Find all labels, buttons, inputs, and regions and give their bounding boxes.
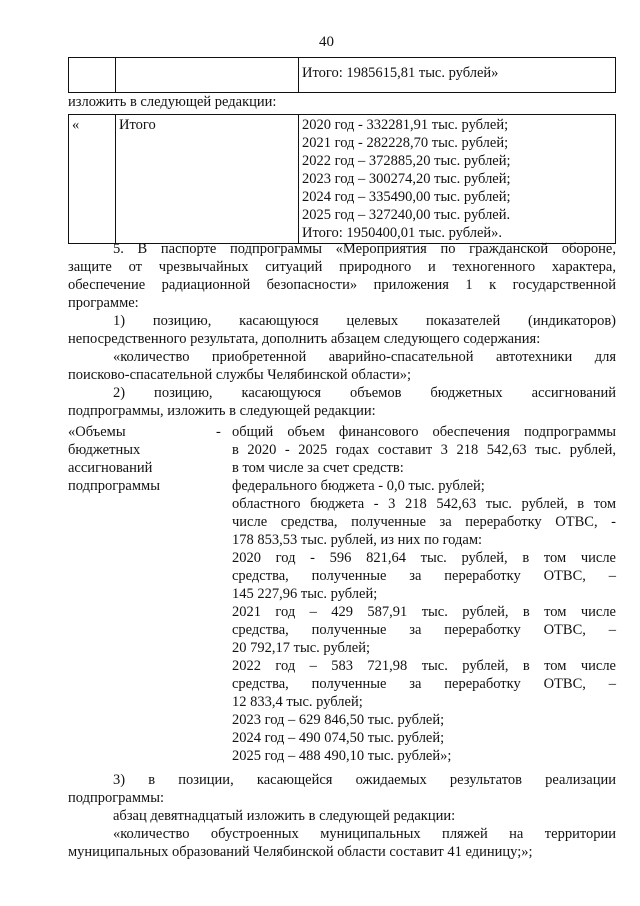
budget-line: 2023 год – 629 846,50 тыс. рублей;	[232, 712, 445, 728]
budget-line: 145 227,96 тыс. рублей;	[232, 586, 378, 602]
year-line: 2024 год – 335490,00 тыс. рублей;	[302, 189, 511, 205]
budget-line: 2021 год – 429 587,91 тыс. рублей, в том числе	[232, 604, 616, 620]
year-line: 2020 год - 332281,91 тыс. рублей;	[302, 117, 509, 133]
budget-line: в 2020 - 2025 годах составит 3 218 542,63 тыс. рублей,	[232, 442, 616, 458]
budget-line: 2022 год – 583 721,98 тыс. рублей, в том числе	[232, 658, 616, 674]
table-cell-quote: «	[69, 115, 116, 244]
budget-line: в том числе за счет средств:	[232, 460, 404, 476]
budget-line: общий объем финансового обеспечения подпрограммы	[232, 424, 616, 440]
table-previous-totals	[68, 57, 616, 93]
item3-line: подпрограммы:	[68, 790, 164, 806]
table-cell-2	[116, 58, 299, 93]
budget-line: средства, полученные за переработку ОТВС, –	[232, 622, 616, 638]
item3-sub-line: абзац девятнадцатый изложить в следующей редакции:	[113, 808, 456, 824]
table-cell-1	[69, 58, 116, 93]
budget-line: 2020 год - 596 821,64 тыс. рублей, в том числе	[232, 550, 616, 566]
table-row	[69, 58, 616, 93]
year-line: 2022 год – 372885,20 тыс. рублей;	[302, 153, 511, 169]
quote1-line: «количество приобретенной аварийно-спасательной автотехники для	[113, 349, 616, 365]
table-row	[69, 115, 616, 244]
quote2-line: муниципальных образований Челябинской области составит 41 единицу;»;	[68, 844, 533, 860]
budget-line: федерального бюджета - 0,0 тыс. рублей;	[232, 478, 485, 494]
budget-line: 20 792,17 тыс. рублей;	[232, 640, 370, 656]
budget-line: числе средства, полученные за переработку ОТВС, -	[232, 514, 616, 530]
budget-line: областного бюджета - 3 218 542,63 тыс. рублей, в том	[232, 496, 616, 512]
quote1-line: поисково-спасательной службы Челябинской области»;	[68, 367, 412, 383]
page-number: 40	[319, 34, 334, 50]
table-cell-total: Итого: 1985615,81 тыс. рублей»	[299, 58, 616, 93]
item2-line: 2) позицию, касающуюся объемов бюджетных ассигнований	[113, 385, 616, 401]
budget-line: 178 853,53 тыс. рублей, из них по годам:	[232, 532, 483, 548]
budget-left-line: бюджетных	[68, 442, 141, 458]
budget-line: 2025 год – 488 490,10 тыс. рублей»;	[232, 748, 452, 764]
table-cell-years	[299, 115, 616, 244]
item2-line: подпрограммы, изложить в следующей редакции:	[68, 403, 376, 419]
budget-left-line: подпрограммы	[68, 478, 160, 494]
para5-line: защите от чрезвычайных ситуаций природного и техногенного характера,	[68, 259, 616, 275]
table-cell-label: Итого	[116, 115, 299, 244]
budget-line: средства, полученные за переработку ОТВС, –	[232, 676, 616, 692]
item3-line: 3) в позиции, касающейся ожидаемых результатов реализации	[113, 772, 616, 788]
year-line: 2021 год - 282228,70 тыс. рублей;	[302, 135, 509, 151]
budget-line: 2024 год – 490 074,50 тыс. рублей;	[232, 730, 445, 746]
item1-line: непосредственного результата, дополнить абзацем следующего содержания:	[68, 331, 541, 347]
para5-line: 5. В паспорте подпрограммы «Мероприятия по гражданской обороне,	[113, 241, 616, 257]
table-new-totals	[68, 114, 616, 244]
budget-left-line: «Объемы	[68, 424, 126, 440]
year-line: 2023 год – 300274,20 тыс. рублей;	[302, 171, 511, 187]
budget-line: средства, полученные за переработку ОТВС, –	[232, 568, 616, 584]
item1-line: 1) позицию, касающуюся целевых показателей (индикаторов)	[113, 313, 616, 329]
budget-dash: -	[216, 424, 221, 440]
year-line: Итого: 1950400,01 тыс. рублей».	[302, 225, 503, 241]
para5-line: программе:	[68, 295, 139, 311]
budget-left-line: ассигнований	[68, 460, 153, 476]
year-line: 2025 год – 327240,00 тыс. рублей.	[302, 207, 511, 223]
quote2-line: «количество обустроенных муниципальных пляжей на территории	[113, 826, 616, 842]
para5-line: обеспечение радиационной безопасности» приложения 1 к государственной	[68, 277, 616, 293]
intro-line: изложить в следующей редакции:	[68, 94, 277, 110]
budget-line: 12 833,4 тыс. рублей;	[232, 694, 363, 710]
